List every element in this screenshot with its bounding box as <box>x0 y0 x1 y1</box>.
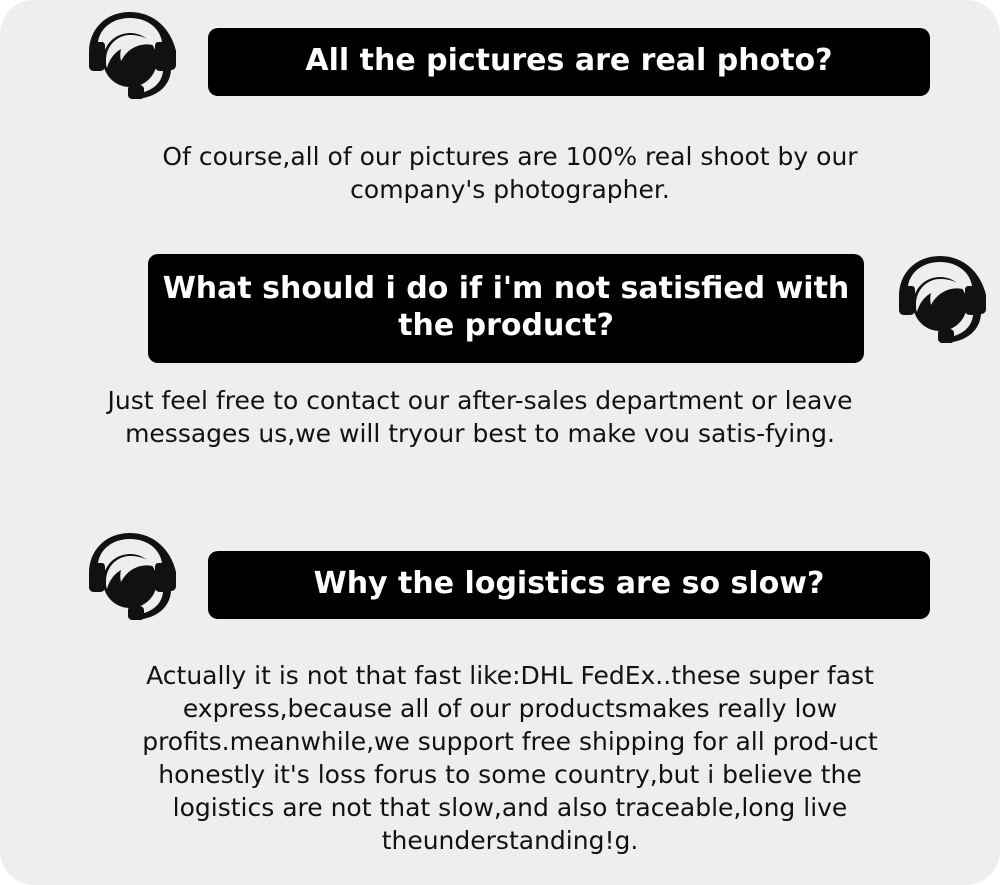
headset-agent-icon <box>70 525 190 645</box>
faq-item-3-header <box>0 525 1000 645</box>
headset-agent-icon <box>880 248 1000 368</box>
faq-question-3: Why the logistics are so slow? <box>208 551 930 619</box>
faq-item-2 <box>0 248 1000 450</box>
faq-question-1: All the pictures are real photo? <box>208 28 930 96</box>
faq-question-2: What should i do if i'm not satisfied with the product? <box>148 254 864 363</box>
faq-answer-3: Actually it is not that fast like:DHL FedEx..these super fast express,because all of our productsmakes really low profits.meanwhile,we support free shipping for all prod-uct honestly it's loss forus to some country,but i believe the logistics are not that slow,and also traceable,long live theunderstanding!g. <box>142 661 878 855</box>
headset-agent-icon <box>70 4 190 124</box>
faq-answer-1: Of course,all of our pictures are 100% real shoot by our company's photographer. <box>162 142 858 204</box>
faq-item-3 <box>0 525 1000 857</box>
faq-answer-2: Just feel free to contact our after-sales department or leave messages us,we will tryour best to make vou satis-fying. <box>107 386 853 448</box>
faq-item-1-header <box>0 0 1000 124</box>
faq-item-1 <box>0 0 1000 206</box>
faq-item-2-header <box>0 248 1000 368</box>
